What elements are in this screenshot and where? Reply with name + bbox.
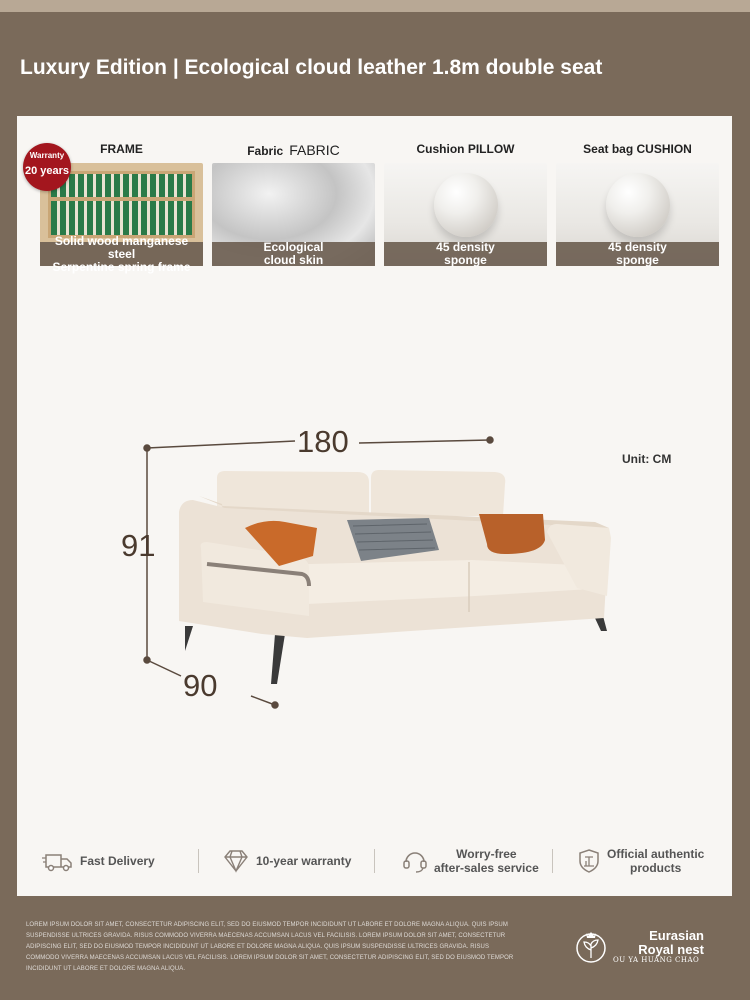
feature-text-line1: Worry-free (456, 847, 517, 861)
feature-warranty (222, 841, 351, 881)
depth-line-bottom (251, 696, 275, 705)
material-fabric (212, 138, 375, 268)
sponge-ball (606, 173, 670, 237)
feature-text: Fast Delivery (80, 854, 155, 868)
feature-strip (17, 841, 732, 881)
product-card (17, 116, 732, 896)
diamond-icon (222, 849, 250, 873)
spring-frame-graphic (48, 171, 195, 238)
sofa-leg (185, 626, 193, 651)
unit-label: Unit: CM (622, 452, 672, 466)
dimension-depth: 90 (183, 668, 218, 703)
material-caption (212, 242, 375, 266)
width-line-left (147, 441, 295, 448)
caption-line1: 45 density (436, 240, 495, 254)
top-strip (0, 0, 750, 12)
caption-line1: 45 density (608, 240, 667, 254)
caption-line2: sponge (616, 253, 659, 267)
feature-delivery (42, 841, 155, 881)
brand-name: Eurasian Royal nest (638, 928, 704, 957)
sofa-headrest-right (371, 470, 505, 516)
feature-divider (198, 849, 199, 873)
width-end-right (487, 437, 493, 443)
depth-line-top (147, 660, 181, 676)
sponge-image (556, 163, 719, 266)
caption-line2: Serpentine spring frame (52, 259, 191, 274)
material-label: FRAME (100, 142, 143, 156)
material-label-extra: FABRIC (289, 142, 340, 158)
feature-text: 10-year warranty (256, 854, 352, 868)
material-label-text: Fabric (247, 144, 284, 158)
warranty-seal-label: Warranty (29, 151, 65, 160)
sponge-ball (434, 173, 498, 237)
depth-end (272, 702, 278, 708)
caption-line1: Ecological (263, 240, 324, 254)
feature-text-line1: Official authentic (607, 847, 705, 861)
material-caption (556, 242, 719, 266)
sponge-image (384, 163, 547, 266)
width-line-right (359, 440, 490, 443)
feature-authentic (577, 841, 704, 881)
feature-aftersales (402, 841, 539, 881)
warranty-seal (23, 143, 71, 191)
material-caption (384, 242, 547, 266)
caption-line1: Solid wood manganese steel (54, 233, 189, 261)
material-label: Seat bag CUSHION (583, 142, 692, 156)
frame-bar (48, 197, 195, 201)
brand-subtitle: OU YA HUANG CHAO (613, 956, 700, 964)
warranty-seal-years: 20 years (24, 165, 70, 177)
dimension-width: 180 (297, 424, 349, 459)
shield-icon (577, 848, 601, 874)
caption-line2: cloud skin (263, 253, 324, 267)
feature-text-line2: products (630, 861, 682, 875)
footer-text: LOREM IPSUM DOLOR SIT AMET, CONSECTETUR ADIPISCING ELIT, SED DO EIUSMOD TEMPOR INCIDIDUNT UT LABORE ET DOLORE MAGNA ALIQUA. QUIS IPSUM SUSPENDISSE ULTRICES GRAVIDA. RISUS COMMODO VIVERRA MAECENAS ACCUMSAN LACUS VEL FACILISIS. LOREM IPSUM DOLOR SIT AMET, CONSECTETUR ADIPISCING ELIT, SED DO EIUSMOD TEMPOR INCIDIDUNT UT LABORE ET DOLORE MAGNA ALIQUA. QUIS IPSUM SUSPENDISSE ULTRICES GRAVIDA. RISUS COMMODO VIVERRA MAECENAS ACCUMSAN LACUS VEL FACILISIS. LOREM IPSUM DOLOR SIT AMET, CONSECTETUR ADIPISCING ELIT, SED DO EIUSMOD TEMPOR INCIDIDUNT UT LABORE ET DOLORE MAGNA ALIQUA. (26, 922, 514, 972)
material-pillow (384, 138, 547, 268)
feature-divider (552, 849, 553, 873)
headset-icon (402, 848, 428, 874)
material-label: Cushion PILLOW (416, 142, 515, 156)
sofa-graphic (179, 470, 611, 684)
truck-icon (42, 849, 74, 873)
feature-divider (374, 849, 375, 873)
pillow-orange-right (479, 514, 545, 554)
sofa-leg (271, 634, 285, 684)
material-caption (40, 233, 203, 274)
material-cushion (556, 138, 719, 268)
caption-line2: sponge (444, 253, 487, 267)
material-label (212, 142, 375, 158)
feature-text-line2: after-sales service (434, 861, 539, 875)
page-title: Luxury Edition | Ecological cloud leather 1.8m double seat (20, 56, 603, 79)
dimension-height: 91 (121, 528, 156, 563)
fabric-image (212, 163, 375, 266)
brand-logo-icon (573, 928, 609, 964)
